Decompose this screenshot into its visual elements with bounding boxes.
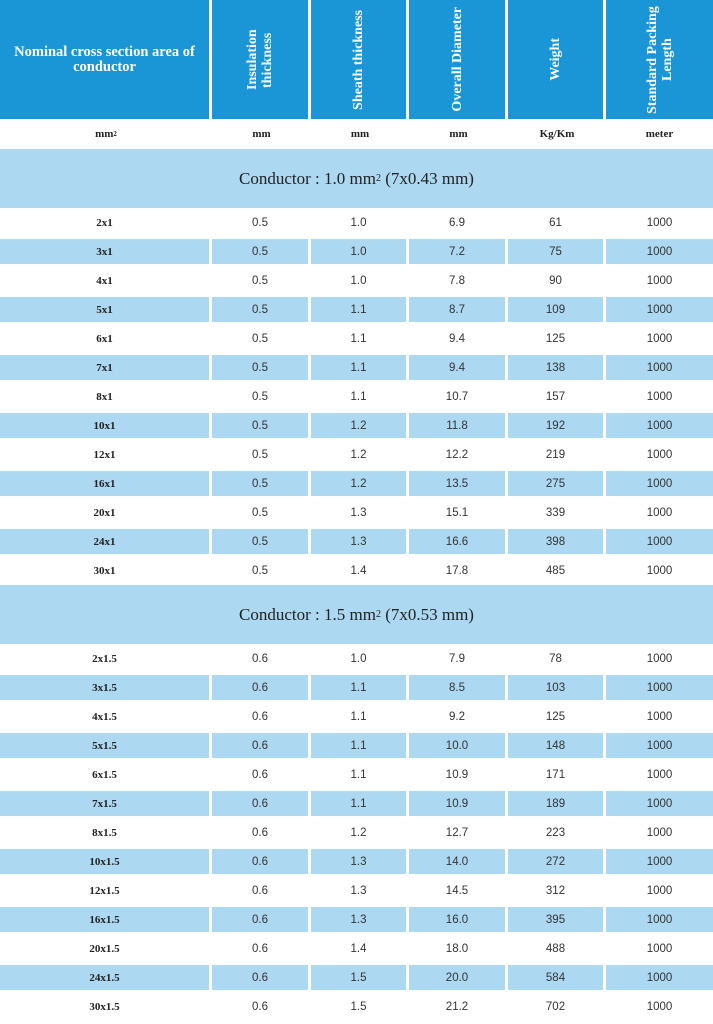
cell-packing: 1000	[646, 274, 673, 287]
unit-superscript: 2	[113, 130, 117, 138]
cell-weight: 398	[508, 529, 606, 554]
table-row	[0, 905, 713, 934]
cell-weight: 138	[508, 355, 606, 380]
cell-sheath: 1.1	[311, 791, 409, 816]
cell-sheath: 1.3	[311, 907, 409, 932]
cell-packing: 1000	[606, 733, 713, 758]
cell-sheath: 1.2	[311, 440, 409, 469]
cell-packing: 1000	[646, 332, 673, 345]
cell-weight: 584	[508, 965, 606, 990]
cell-cross-section: 30x1.5	[0, 992, 212, 1021]
table-row	[0, 934, 713, 963]
cell-weight: 61	[508, 208, 606, 237]
cell-diameter: 8.7	[409, 297, 508, 322]
cell-diameter: 10.9	[409, 791, 508, 816]
unit-sheath: mm	[350, 128, 370, 140]
table-row	[0, 963, 713, 992]
cell-weight: 109	[508, 297, 606, 322]
cell-sheath: 1.2	[311, 818, 409, 847]
cell-diameter: 17.8	[409, 556, 508, 585]
cell-insulation: 0.6	[212, 791, 311, 816]
cell-sheath: 1.1	[311, 324, 409, 353]
table-row	[0, 847, 713, 876]
cell-insulation: 0.5	[212, 471, 311, 496]
table-row	[0, 469, 713, 498]
table-row	[0, 498, 713, 527]
cell-insulation: 0.5	[212, 355, 311, 380]
cell-insulation: 0.5	[212, 239, 311, 264]
header-packing-length	[606, 0, 713, 119]
cell-insulation: 0.6	[212, 965, 311, 990]
cell-diameter: 12.2	[409, 440, 508, 469]
cell-cross-section: 24x1	[0, 529, 212, 554]
cell-insulation: 0.6	[212, 907, 311, 932]
header-overall-diameter	[409, 0, 508, 119]
cell-cross-section: 5x1	[0, 297, 212, 322]
table-row	[0, 208, 713, 237]
cell-packing: 1000	[646, 1000, 673, 1013]
cell-packing: 1000	[646, 216, 673, 229]
cell-weight: 223	[508, 818, 606, 847]
table-row	[0, 295, 713, 324]
table-row	[0, 266, 713, 295]
table-row	[0, 644, 713, 673]
cell-diameter: 13.5	[409, 471, 508, 496]
cell-insulation: 0.6	[212, 644, 311, 673]
cell-insulation: 0.6	[212, 733, 311, 758]
cell-cross-section: 8x1.5	[0, 818, 212, 847]
table-row	[0, 992, 713, 1021]
cell-diameter: 20.0	[409, 965, 508, 990]
cell-sheath: 1.1	[311, 760, 409, 789]
cell-packing: 1000	[606, 239, 713, 264]
cell-weight: 171	[508, 760, 606, 789]
cell-diameter: 10.7	[409, 382, 508, 411]
header-weight-label: Weight	[548, 38, 563, 81]
cell-cross-section: 4x1	[0, 266, 212, 295]
cell-weight: 219	[508, 440, 606, 469]
cell-cross-section: 10x1.5	[0, 849, 212, 874]
cell-weight: 485	[508, 556, 606, 585]
unit-insulation: mm	[252, 128, 271, 140]
cell-diameter: 10.9	[409, 760, 508, 789]
cell-cross-section: 3x1.5	[0, 675, 212, 700]
cell-insulation: 0.6	[212, 818, 311, 847]
cell-sheath: 1.5	[311, 992, 409, 1021]
section-label: Conductor : 1.5 mm	[239, 604, 376, 624]
cell-cross-section: 7x1.5	[0, 791, 212, 816]
cell-diameter: 7.2	[409, 239, 508, 264]
header-diameter-label: Overall Diameter	[449, 7, 465, 112]
cell-cross-section: 2x1	[0, 208, 212, 237]
header-sheath-label: Sheath thickness	[351, 9, 366, 110]
header-weight	[508, 0, 606, 119]
cell-insulation: 0.5	[212, 208, 311, 237]
cell-weight: 125	[508, 702, 606, 731]
cell-packing: 1000	[646, 390, 673, 403]
units-row	[0, 119, 713, 149]
cell-cross-section: 5x1.5	[0, 733, 212, 758]
cell-diameter: 12.7	[409, 818, 508, 847]
cell-diameter: 18.0	[409, 934, 508, 963]
cell-packing: 1000	[646, 448, 673, 461]
cell-weight: 339	[508, 498, 606, 527]
section-band-1	[0, 149, 713, 208]
cell-sheath: 1.0	[311, 266, 409, 295]
cell-sheath: 1.2	[311, 471, 409, 496]
cell-packing: 1000	[606, 791, 713, 816]
cell-sheath: 1.3	[311, 498, 409, 527]
cell-packing: 1000	[606, 297, 713, 322]
cell-sheath: 1.3	[311, 876, 409, 905]
cell-cross-section: 16x1.5	[0, 907, 212, 932]
cell-packing: 1000	[606, 675, 713, 700]
cell-cross-section: 6x1.5	[0, 760, 212, 789]
cell-insulation: 0.6	[212, 876, 311, 905]
cell-sheath: 1.1	[311, 382, 409, 411]
table-row	[0, 353, 713, 382]
table-row	[0, 818, 713, 847]
cell-packing: 1000	[606, 471, 713, 496]
cell-packing: 1000	[606, 413, 713, 438]
cell-packing: 1000	[606, 907, 713, 932]
cell-cross-section: 10x1	[0, 413, 212, 438]
table-row	[0, 440, 713, 469]
cell-packing: 1000	[646, 884, 673, 897]
cell-cross-section: 24x1.5	[0, 965, 212, 990]
cell-insulation: 0.6	[212, 849, 311, 874]
cell-insulation: 0.5	[212, 382, 311, 411]
header-cross-section-label: Nominal cross section area of conductor	[14, 43, 195, 75]
cell-cross-section: 16x1	[0, 471, 212, 496]
cell-insulation: 0.5	[212, 556, 311, 585]
cell-packing: 1000	[606, 965, 713, 990]
cell-weight: 272	[508, 849, 606, 874]
unit-packing: meter	[645, 128, 674, 140]
table-row	[0, 876, 713, 905]
cell-sheath: 1.0	[311, 239, 409, 264]
cell-cross-section: 7x1	[0, 355, 212, 380]
header-cross-section	[0, 0, 212, 119]
cell-diameter: 16.6	[409, 529, 508, 554]
cell-packing: 1000	[646, 564, 673, 577]
table-body	[0, 149, 713, 1021]
table-row	[0, 411, 713, 440]
cell-packing: 1000	[646, 768, 673, 781]
cell-insulation: 0.6	[212, 760, 311, 789]
table-row	[0, 760, 713, 789]
table-row	[0, 237, 713, 266]
section-label: Conductor : 1.0 mm	[239, 168, 376, 188]
cell-weight: 395	[508, 907, 606, 932]
cell-cross-section: 12x1.5	[0, 876, 212, 905]
cell-cross-section: 4x1.5	[0, 702, 212, 731]
table-row	[0, 731, 713, 760]
cell-sheath: 1.3	[311, 849, 409, 874]
table-header-row	[0, 0, 713, 119]
cell-cross-section: 20x1	[0, 498, 212, 527]
cell-cross-section: 12x1	[0, 440, 212, 469]
cell-sheath: 1.1	[311, 733, 409, 758]
cell-insulation: 0.6	[212, 702, 311, 731]
unit-cross-section	[0, 119, 212, 149]
cell-insulation: 0.5	[212, 440, 311, 469]
cell-weight: 103	[508, 675, 606, 700]
cell-diameter: 10.0	[409, 733, 508, 758]
cell-cross-section: 8x1	[0, 382, 212, 411]
cell-weight: 702	[508, 992, 606, 1021]
cell-packing: 1000	[606, 355, 713, 380]
table-row	[0, 324, 713, 353]
cell-cross-section: 2x1.5	[0, 644, 212, 673]
cell-sheath: 1.0	[311, 644, 409, 673]
cell-insulation: 0.5	[212, 324, 311, 353]
cell-cross-section: 30x1	[0, 556, 212, 585]
cell-diameter: 7.9	[409, 644, 508, 673]
cell-diameter: 21.2	[409, 992, 508, 1021]
section-band-2	[0, 585, 713, 644]
header-insulation-label: Insulation thickness	[245, 29, 275, 90]
header-packing-label: Standard Packing Length	[644, 5, 675, 114]
cell-insulation: 0.5	[212, 498, 311, 527]
cell-cross-section: 6x1	[0, 324, 212, 353]
cell-diameter: 9.2	[409, 702, 508, 731]
header-sheath-thickness	[311, 0, 409, 119]
cell-sheath: 1.5	[311, 965, 409, 990]
cell-weight: 189	[508, 791, 606, 816]
cell-insulation: 0.5	[212, 413, 311, 438]
unit-weight: Kg/Km	[539, 128, 575, 140]
cell-diameter: 9.4	[409, 324, 508, 353]
cell-diameter: 14.0	[409, 849, 508, 874]
cell-packing: 1000	[646, 652, 673, 665]
cell-cross-section: 3x1	[0, 239, 212, 264]
cell-insulation: 0.5	[212, 297, 311, 322]
cell-weight: 90	[508, 266, 606, 295]
section-label-superscript: 2	[375, 173, 381, 184]
section-label-superscript: 2	[375, 609, 381, 620]
cell-diameter: 16.0	[409, 907, 508, 932]
cell-sheath: 1.3	[311, 529, 409, 554]
cell-insulation: 0.5	[212, 529, 311, 554]
cell-weight: 78	[508, 644, 606, 673]
cell-insulation: 0.6	[212, 992, 311, 1021]
cell-weight: 125	[508, 324, 606, 353]
table-row	[0, 702, 713, 731]
cell-weight: 275	[508, 471, 606, 496]
cell-weight: 312	[508, 876, 606, 905]
cell-diameter: 14.5	[409, 876, 508, 905]
section-label-detail: (7x0.43 mm)	[380, 168, 474, 188]
cell-insulation: 0.5	[212, 266, 311, 295]
cell-insulation: 0.6	[212, 675, 311, 700]
cell-cross-section: 20x1.5	[0, 934, 212, 963]
cell-diameter: 6.9	[409, 208, 508, 237]
cell-packing: 1000	[646, 506, 673, 519]
cell-weight: 192	[508, 413, 606, 438]
header-insulation-thickness	[212, 0, 311, 119]
table-row	[0, 789, 713, 818]
cell-packing: 1000	[606, 849, 713, 874]
cell-weight: 148	[508, 733, 606, 758]
cell-packing: 1000	[606, 529, 713, 554]
cell-packing: 1000	[646, 942, 673, 955]
cell-weight: 488	[508, 934, 606, 963]
cell-weight: 157	[508, 382, 606, 411]
cell-sheath: 1.0	[311, 208, 409, 237]
cell-diameter: 8.5	[409, 675, 508, 700]
cell-diameter: 7.8	[409, 266, 508, 295]
cell-packing: 1000	[646, 710, 673, 723]
cell-diameter: 11.8	[409, 413, 508, 438]
cell-sheath: 1.1	[311, 297, 409, 322]
cell-diameter: 15.1	[409, 498, 508, 527]
cell-insulation: 0.6	[212, 934, 311, 963]
cell-diameter: 9.4	[409, 355, 508, 380]
cell-sheath: 1.4	[311, 934, 409, 963]
cell-packing: 1000	[646, 826, 673, 839]
unit-diameter: mm	[449, 128, 468, 140]
cell-sheath: 1.1	[311, 675, 409, 700]
table-row	[0, 527, 713, 556]
cell-sheath: 1.1	[311, 355, 409, 380]
cell-sheath: 1.1	[311, 702, 409, 731]
cell-sheath: 1.2	[311, 413, 409, 438]
table-row	[0, 382, 713, 411]
cell-weight: 75	[508, 239, 606, 264]
section-label-detail: (7x0.53 mm)	[380, 604, 474, 624]
table-row	[0, 673, 713, 702]
table-row	[0, 556, 713, 585]
cell-sheath: 1.4	[311, 556, 409, 585]
unit-mm-text: mm	[95, 128, 114, 140]
